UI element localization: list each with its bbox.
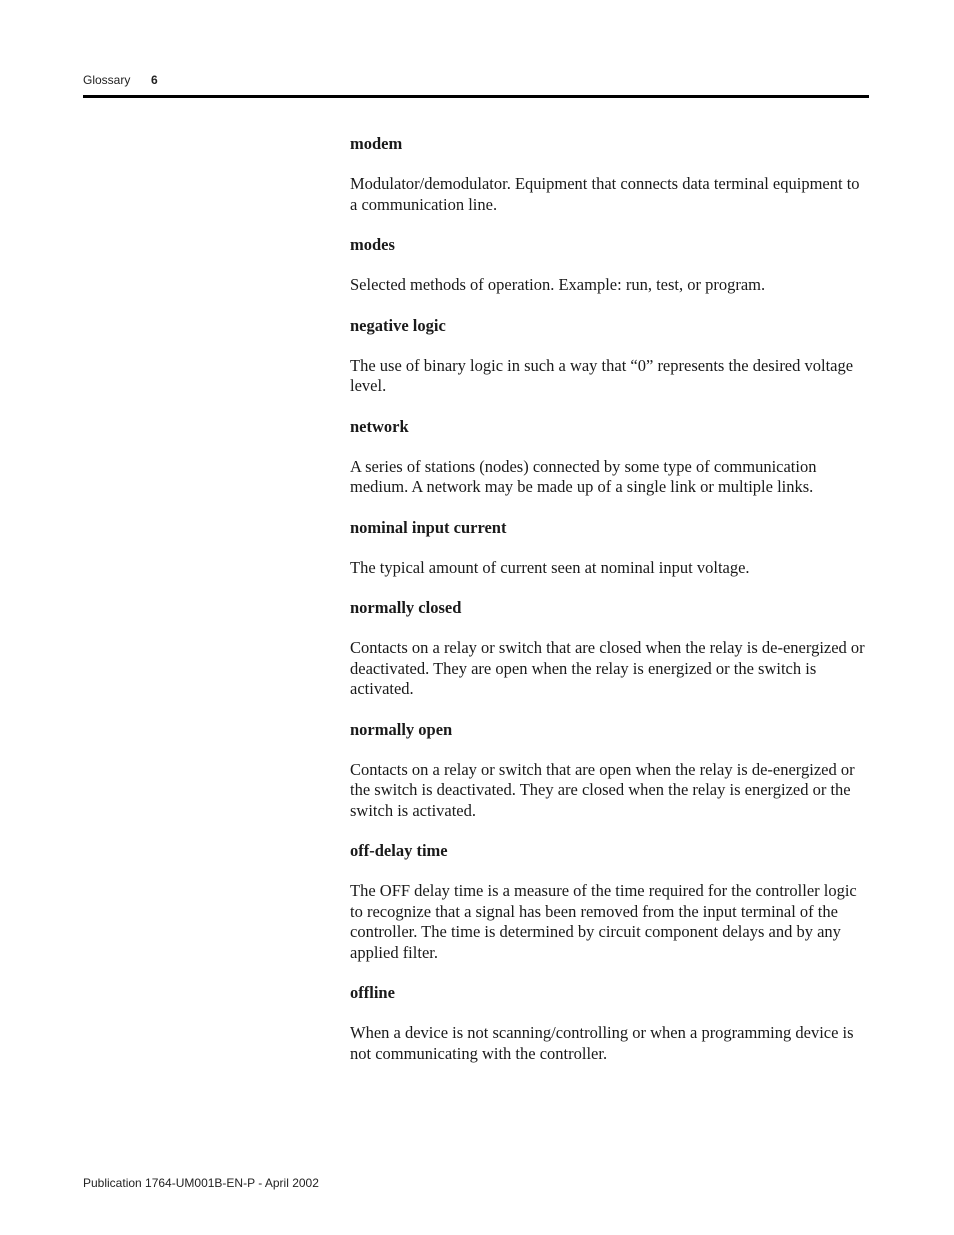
glossary-definition: The typical amount of current seen at nominal input voltage.	[350, 557, 750, 577]
glossary-term: offline	[350, 983, 395, 1002]
glossary-term: negative logic	[350, 315, 446, 335]
glossary-entry-network	[350, 417, 870, 498]
glossary-entry-nominal-input-current	[350, 518, 870, 579]
glossary-term: normally open	[350, 719, 453, 739]
glossary-definition: Selected methods of operation. Example: run, test, or program.	[350, 275, 766, 294]
glossary-definition: When a device is not scanning/controlling or when a programming device is not communicating with the controller.	[350, 1023, 854, 1063]
glossary-term: nominal input current	[350, 517, 507, 537]
glossary-term: network	[350, 416, 409, 436]
glossary-definition: Contacts on a relay or switch that are closed when the relay is de-energized or deactivated. They are open when the relay is energized or the switch is activated.	[350, 638, 865, 698]
glossary-definition: Modulator/demodulator. Equipment that connects data terminal equipment to a communication line.	[350, 174, 860, 214]
glossary-term: modem	[350, 134, 403, 153]
glossary-term: off-delay time	[350, 841, 448, 860]
glossary-definition: Contacts on a relay or switch that are open when the relay is de-energized or the switch is deactivated. They are closed when the relay is energized or the switch is activated.	[350, 759, 855, 820]
glossary-definition: A series of stations (nodes) connected by some type of communication medium. A network may be made up of a single link or multiple links.	[350, 456, 817, 496]
glossary-entry-offline	[350, 983, 870, 1064]
header-page-number: 6	[151, 73, 158, 87]
page-footer: Publication 1764-UM001B-EN-P - April 2002	[83, 1176, 319, 1190]
header-rule	[83, 95, 869, 98]
glossary-definition: The use of binary logic in such a way that “0” represents the desired voltage level.	[350, 355, 854, 395]
glossary-entry-normally-closed	[350, 598, 870, 700]
header-section-title: Glossary	[83, 73, 131, 87]
page-header	[83, 73, 869, 97]
glossary-definition: The OFF delay time is a measure of the time required for the controller logic to recognize that a signal has been removed from the input terminal of the controller. The time is determined by circuit component delays and by any applied filter.	[350, 881, 857, 962]
glossary-entry-negative-logic	[350, 316, 870, 397]
glossary-term: normally closed	[350, 598, 462, 617]
glossary-term: modes	[350, 235, 395, 254]
glossary-content	[350, 134, 870, 1084]
glossary-entry-modes	[350, 235, 870, 296]
glossary-entry-normally-open	[350, 720, 870, 822]
glossary-entry-modem	[350, 134, 870, 215]
glossary-entry-off-delay-time	[350, 841, 870, 963]
